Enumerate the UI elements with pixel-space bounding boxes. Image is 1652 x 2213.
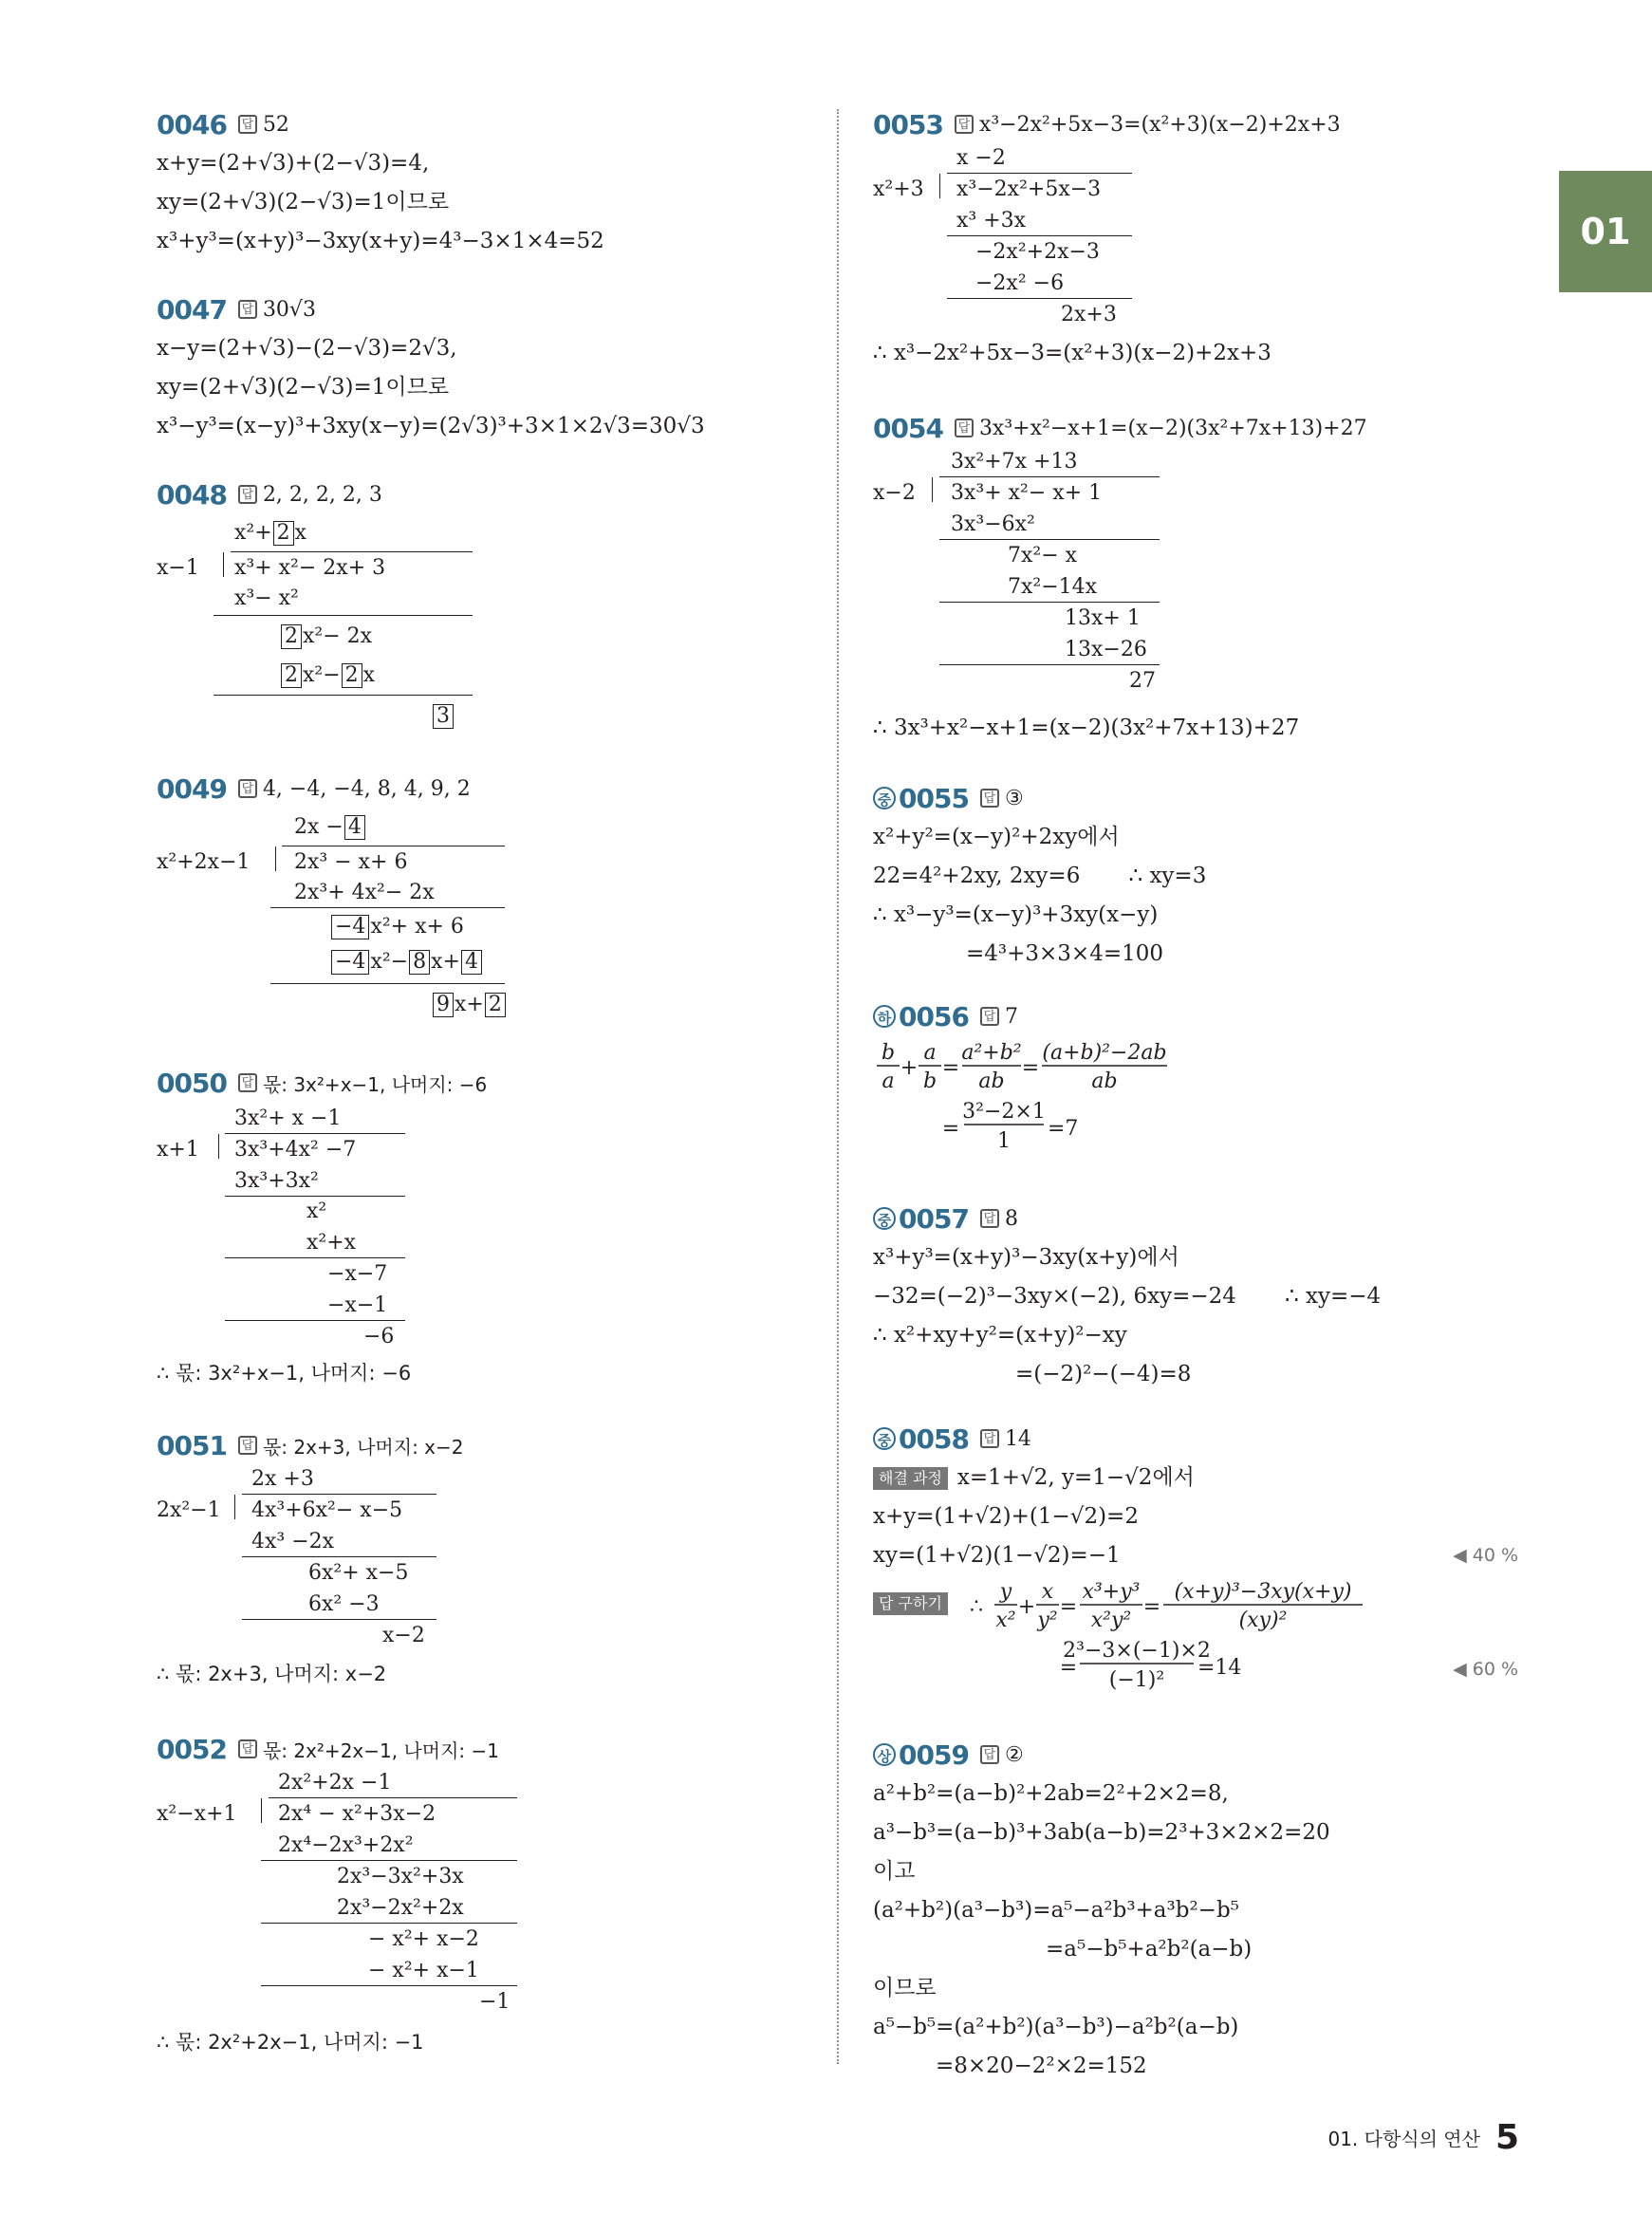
subtract-row: 7x²−14x [1008, 575, 1098, 599]
remainder-row: 7x²− x [1008, 544, 1078, 567]
remainder-row: −2x²+2x−3 [975, 240, 1100, 264]
svg-text:+: + [900, 1056, 919, 1080]
level-badge: 중 [873, 1207, 896, 1230]
svg-text:=: = [1021, 1056, 1040, 1080]
svg-text:y²: y² [1037, 1609, 1058, 1632]
svg-text:=7: =7 [1048, 1117, 1079, 1141]
subtract-row: −x−1 [327, 1293, 388, 1317]
divisor: x²−x+1 [157, 1802, 237, 1826]
answer: ③ [1004, 786, 1024, 810]
subtract-row: 2x³−2x²+2x [337, 1896, 464, 1920]
subtract-row: 2x³+ 4x²− 2x [294, 881, 435, 904]
svg-text:a: a [882, 1069, 895, 1093]
remainder-row: − x²+ x−2 [368, 1927, 479, 1951]
conclusion: ∴ 3x³+x²−x+1=(x−2)(3x²+7x+13)+27 [873, 716, 1300, 740]
solution-line: x=1+√2, y=1−√2에서 [956, 1465, 1195, 1490]
answer: 14 [1004, 1426, 1031, 1451]
subtract-row: x³− x² [234, 586, 299, 610]
solution-line: x+y=(2+√3)+(2−√3)=4, [157, 151, 430, 176]
dividend: 3x³+4x² −7 [234, 1138, 357, 1162]
answer-icon: 답 [238, 1436, 257, 1455]
answer-icon: 답 [238, 1073, 257, 1092]
quotient: 2x − 4 [294, 813, 366, 842]
level-badge: 중 [873, 1427, 896, 1450]
problem-0050 [157, 1063, 631, 1393]
score-percent: ◀ 40 % [1453, 1545, 1518, 1566]
subtract-row: x³ +3x [956, 209, 1027, 232]
svg-text:(xy)²: (xy)² [1238, 1609, 1288, 1632]
svg-text:=: = [941, 1056, 960, 1080]
problem-0051 [157, 1425, 631, 1694]
solution-line: a³−b³=(a−b)³+3ab(a−b)=2³+3×2×2=20 [873, 1820, 1330, 1845]
problem-0049 [157, 769, 631, 1032]
subtract-row: 13x−26 [1065, 638, 1147, 661]
svg-text:∴: ∴ [970, 1595, 983, 1619]
solution-line: =a⁵−b⁵+a²b²(a−b) [1046, 1937, 1253, 1962]
svg-text:x³+y³: x³+y³ [1082, 1580, 1141, 1604]
divisor: x+1 [157, 1138, 199, 1162]
answer: 몫: 3x²+x−1, 나머지: −6 [262, 1072, 488, 1096]
answer: ② [1004, 1742, 1024, 1767]
level-badge: 상 [873, 1743, 896, 1766]
remainder-row: 2 x²− 2x [280, 623, 372, 651]
solution-line: =(−2)²−(−4)=8 [1015, 1362, 1192, 1386]
step-tag: 답 구하기 [873, 1592, 948, 1615]
solution-line: xy=(2+√3)(2−√3)=1이므로 [157, 375, 450, 400]
problem-number: 0052 [157, 1733, 227, 1765]
solution-line: xy=(2+√3)(2−√3)=1이므로 [157, 190, 450, 214]
remainder-row: −x−7 [327, 1262, 388, 1286]
dividend: 3x³+ x²− x+ 1 [951, 481, 1103, 505]
solution-line: xy=(1+√2)(1−√2)=−1 [873, 1543, 1121, 1568]
solution-line: x−y=(2+√3)−(2−√3)=2√3, [157, 336, 457, 361]
solution-line: ∴ x²+xy+y²=(x+y)²−xy [873, 1323, 1127, 1348]
remainder-row: 13x+ 1 [1065, 606, 1141, 630]
answer-icon: 답 [980, 789, 999, 808]
solution-line: x+y=(1+√2)+(1−√2)=2 [873, 1504, 1139, 1529]
divisor: x−1 [157, 556, 199, 580]
svg-text:2³−3×(−1)×2: 2³−3×(−1)×2 [1063, 1639, 1211, 1663]
problem-0058 [873, 1419, 1547, 1694]
problem-0055 [873, 778, 1547, 974]
subtract-row: 2x⁴−2x³+2x² [278, 1833, 414, 1857]
subtract-row: 4x³ −2x [251, 1530, 335, 1553]
long-division [157, 809, 631, 1032]
problem-number: 0047 [157, 293, 227, 325]
remainder-row: 2x³−3x²+3x [337, 1865, 464, 1888]
answer: 52 [262, 112, 289, 137]
solution-line: (a²+b²)(a³−b³)=a⁵−a²b³+a³b²−b⁵ [873, 1898, 1239, 1923]
subtract-row: −4 x²− 8 x+ 4 [330, 948, 483, 976]
answer: x³−2x²+5x−3=(x²+3)(x−2)+2x+3 [978, 112, 1341, 137]
dividend: 4x³+6x²− x−5 [251, 1498, 403, 1522]
problem-0052 [157, 1729, 650, 2062]
fraction-expression [966, 1575, 1393, 1694]
answer-icon: 답 [980, 1745, 999, 1764]
problem-0048 [157, 474, 631, 733]
dividend: 2x⁴ − x²+3x−2 [278, 1802, 436, 1826]
svg-text:ab: ab [978, 1069, 1005, 1093]
column-divider [837, 109, 839, 2064]
long-division [873, 448, 1547, 709]
long-division [157, 1769, 650, 2023]
svg-text:=: = [1142, 1595, 1161, 1619]
remainder: 2x+3 [1061, 303, 1117, 326]
remainder-row: −4 x²+ x+ 6 [330, 913, 464, 941]
conclusion: ∴ x³−2x²+5x−3=(x²+3)(x−2)+2x+3 [873, 341, 1271, 365]
svg-text:=: = [941, 1117, 960, 1141]
level-badge: 하 [873, 1005, 896, 1028]
answer: 7 [1004, 1004, 1018, 1029]
remainder: 27 [1129, 669, 1156, 693]
quotient: 3x²+ x −1 [234, 1106, 342, 1130]
level-badge: 중 [873, 787, 896, 809]
svg-text:(x+y)³−3xy(x+y): (x+y)³−3xy(x+y) [1174, 1580, 1352, 1604]
problem-number: 0050 [157, 1067, 227, 1099]
svg-text:x: x [1041, 1580, 1054, 1604]
divisor: x²+2x−1 [157, 850, 251, 874]
solution-line: x³−y³=(x−y)³+3xy(x−y)=(2√3)³+3×1×2√3=30√3 [157, 414, 705, 438]
long-division [157, 514, 631, 733]
problem-number: 0051 [157, 1429, 227, 1461]
solution-line: =4³+3×3×4=100 [966, 941, 1164, 966]
svg-text:b: b [922, 1069, 937, 1093]
answer-icon: 답 [238, 1739, 257, 1758]
problem-number: 0048 [157, 478, 227, 511]
answer: 4, −4, −4, 8, 4, 9, 2 [262, 776, 471, 801]
svg-text:ab: ab [1091, 1069, 1118, 1093]
long-division [157, 1465, 631, 1647]
answer-icon: 답 [238, 300, 257, 319]
solution-line: x³+y³=(x+y)³−3xy(x+y)에서 [873, 1245, 1179, 1270]
svg-text:(−1)²: (−1)² [1108, 1668, 1165, 1692]
svg-text:a: a [923, 1041, 937, 1065]
remainder: −6 [363, 1325, 395, 1348]
answer-icon: 답 [955, 115, 974, 134]
answer: 8 [1004, 1206, 1018, 1231]
answer-icon: 답 [238, 485, 257, 504]
svg-text:(a+b)²−2ab: (a+b)²−2ab [1042, 1041, 1167, 1065]
page-number: 5 [1494, 2118, 1519, 2157]
problem-0053 [873, 104, 1547, 373]
chapter-title: 01. 다항식의 연산 [1327, 2128, 1480, 2150]
solution-line: a²+b²=(a−b)²+2ab=2²+2×2=8, [873, 1781, 1229, 1806]
problem-number: 0058 [899, 1423, 969, 1455]
problem-0056 [873, 996, 1547, 1155]
svg-text:x²: x² [995, 1609, 1016, 1632]
dividend: x³−2x²+5x−3 [956, 177, 1102, 201]
problem-number: 0053 [873, 108, 943, 140]
problem-0059 [873, 1735, 1547, 2086]
problem-0047 [157, 289, 705, 446]
chapter-tab: 01 [1559, 171, 1652, 292]
dividend: 2x³ − x+ 6 [294, 850, 408, 874]
problem-number: 0046 [157, 108, 227, 140]
answer-icon: 답 [955, 418, 974, 437]
quotient: 2x²+2x −1 [278, 1771, 392, 1795]
answer-icon: 답 [238, 115, 257, 134]
remainder: 3 [432, 702, 455, 731]
solution-line: 이므로 [873, 1976, 937, 2000]
problem-number: 0056 [899, 1000, 969, 1032]
answer-icon: 답 [980, 1007, 999, 1026]
remainder-row: 6x²+ x−5 [308, 1561, 409, 1585]
solution-line: x³+y³=(x+y)³−3xy(x+y)=4³−3×1×4=52 [157, 229, 604, 253]
solution-line: a⁵−b⁵=(a²+b²)(a³−b³)−a²b²(a−b) [873, 2015, 1239, 2039]
solution-line: 이고 [873, 1859, 916, 1884]
quotient: x −2 [956, 146, 1006, 170]
svg-text:1: 1 [997, 1129, 1011, 1153]
solution-line: x²+y²=(x−y)²+2xy에서 [873, 825, 1120, 849]
page-footer [1327, 2118, 1519, 2157]
answer-icon: 답 [980, 1209, 999, 1228]
quotient: 3x²+7x +13 [951, 450, 1078, 474]
fraction-expression [873, 1036, 1253, 1155]
answer: 2, 2, 2, 2, 3 [262, 482, 382, 507]
solution-line: ∴ x³−y³=(x−y)³+3xy(x−y) [873, 902, 1159, 927]
conclusion: ∴ 몫: 2x+3, 나머지: x−2 [157, 1663, 387, 1685]
subtract-row: 3x³−6x² [951, 512, 1035, 536]
subtract-row: 6x² −3 [308, 1592, 380, 1616]
subtract-row: x²+x [306, 1231, 357, 1255]
svg-text:+: + [1017, 1595, 1036, 1619]
problem-0046 [157, 104, 604, 261]
remainder: 9 x+ 2 [432, 991, 507, 1019]
quotient: x²+ 2 x [234, 521, 307, 545]
problem-0057 [873, 1199, 1547, 1394]
subtract-row: 3x³+3x² [234, 1169, 319, 1193]
svg-text:y: y [999, 1580, 1012, 1604]
problem-number: 0049 [157, 772, 227, 805]
answer: 몫: 2x²+2x−1, 나머지: −1 [262, 1739, 499, 1762]
solution-line: =8×20−2²×2=152 [936, 2054, 1147, 2078]
quotient: 2x +3 [251, 1467, 314, 1491]
solution-line: 22=4²+2xy, 2xy=6 ∴ xy=3 [873, 864, 1207, 888]
conclusion: ∴ 몫: 3x²+x−1, 나머지: −6 [157, 1362, 412, 1385]
svg-text:=14: =14 [1197, 1656, 1242, 1680]
problem-number: 0055 [899, 782, 969, 814]
long-division [157, 1103, 631, 1354]
score-percent: ◀ 60 % [1453, 1659, 1518, 1680]
long-division [873, 144, 1547, 334]
subtract-row: −2x² −6 [975, 271, 1065, 295]
answer: 몫: 2x+3, 나머지: x−2 [262, 1435, 464, 1459]
remainder-row: x² [306, 1199, 327, 1223]
problem-number: 0054 [873, 412, 943, 444]
answer: 3x³+x²−x+1=(x−2)(3x²+7x+13)+27 [978, 416, 1367, 440]
subtract-row: 2 x²− 2 x [280, 661, 375, 690]
remainder: −1 [479, 1990, 510, 2014]
answer-icon: 답 [238, 779, 257, 798]
divisor: x−2 [873, 481, 916, 505]
svg-text:3²−2×1: 3²−2×1 [962, 1100, 1046, 1124]
subtract-row: − x²+ x−1 [368, 1959, 479, 1982]
divisor: x²+3 [873, 177, 924, 201]
step-tag: 해결 과정 [873, 1467, 948, 1490]
solution-line: −32=(−2)³−3xy×(−2), 6xy=−24 ∴ xy=−4 [873, 1284, 1382, 1309]
svg-text:x²y²: x²y² [1090, 1609, 1132, 1632]
svg-text:=: = [1059, 1656, 1078, 1680]
svg-text:b: b [881, 1041, 896, 1065]
dividend: x³+ x²− 2x+ 3 [234, 556, 386, 580]
svg-text:a²+b²: a²+b² [961, 1041, 1022, 1065]
problem-number: 0057 [899, 1202, 969, 1235]
remainder: x−2 [382, 1624, 425, 1647]
divisor: 2x²−1 [157, 1498, 221, 1522]
answer: 30√3 [262, 297, 316, 322]
svg-text:=: = [1059, 1595, 1078, 1619]
answer-icon: 답 [980, 1429, 999, 1448]
problem-number: 0059 [899, 1739, 969, 1771]
conclusion: ∴ 몫: 2x²+2x−1, 나머지: −1 [157, 2031, 424, 2054]
problem-0054 [873, 408, 1547, 748]
